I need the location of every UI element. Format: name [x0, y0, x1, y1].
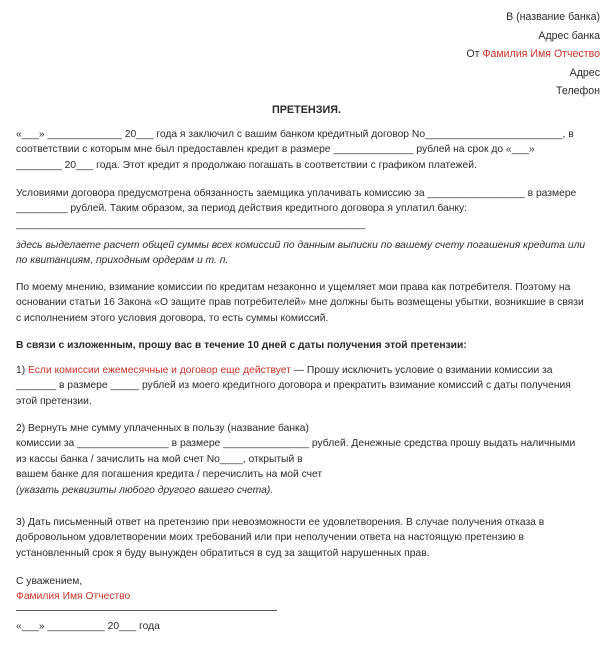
text-line: основании статьи 16 Закона «О защите прав потребителей» мне должны быть возмещены убытки, возникшие в связи: [16, 297, 584, 309]
paragraph-commission: [16, 186, 600, 232]
conditional-note: Если комиссии ежемесячные и договор еще действует: [28, 365, 291, 376]
signer-name: Фамилия Имя Отчество: [16, 591, 131, 603]
sender-address: Адрес: [569, 66, 600, 79]
paragraph-contract: [16, 127, 600, 173]
signature-block: [16, 574, 600, 634]
addressee-block: [466, 8, 600, 101]
text-line: [16, 363, 600, 378]
demand-heading: В связи с изложенным, прошу вас в течение 10 дней с даты получения этой претензии:: [16, 340, 467, 351]
text-line: комиссии за ________________ в размере _______________ рублей. Денежные средства прошу выдать наличными: [16, 438, 576, 450]
bank-name: В (название банка): [506, 11, 600, 23]
text-line: (указать реквизиты любого другого вашего счета).: [16, 484, 274, 496]
regards: С уважением,: [16, 576, 83, 587]
sender-name: Фамилия Имя Отчество: [482, 48, 600, 60]
from-label: От: [466, 48, 480, 60]
demand-item-1: [16, 363, 600, 409]
sender-line: [466, 45, 600, 64]
item-text: — Прошу исключить условие о взимании комиссии за: [293, 365, 553, 376]
text-line: Условиями договора предусмотрена обязанность заемщика уплачивать комиссию за _________________ в размере: [16, 188, 577, 199]
text-line: с исполнением этого условия договора, то есть суммы комиссий.: [16, 312, 329, 324]
demand-item-3: [16, 515, 600, 561]
text-line: _________ рублей. Таким образом, за период действия кредитного договора я уплатил банку:: [16, 203, 468, 215]
text-line: по квитанциям, приходным ордерам и т. п.: [16, 255, 229, 267]
paragraph-legal-basis: [16, 280, 600, 326]
demand-item-2: [16, 421, 600, 498]
text-line: «___» _____________ 20___ года я заключил с вашим банком кредитный договор No________________________, в: [16, 129, 574, 140]
text-line: соответствии с которым мне был предоставлен кредит в размере ______________ рублей на срок до «___»: [16, 144, 535, 156]
text-line: этой претензии.: [16, 395, 92, 407]
document-title: ПРЕТЕНЗИЯ.: [271, 104, 342, 116]
text-line: установленный срок я буду вынужден обратиться в суд за защитой нарушенных прав.: [16, 547, 430, 559]
signature-line: [16, 609, 277, 611]
text-line: вашем банке для погашения кредита / перечислить на мой счет: [16, 469, 323, 481]
item-number: 1): [16, 365, 26, 376]
text-line: _____________________________________________________________: [16, 218, 366, 230]
sender-phone: Телефон: [556, 85, 600, 97]
text-line: здесь выделаете расчет общей суммы всех комиссий по данным выписки по вашему счету погашения кредита или: [16, 240, 586, 251]
text-line: 2) Вернуть мне сумму уплаченных в пользу (название банка): [16, 423, 309, 434]
signature-date: «___» __________ 20___ года: [16, 620, 160, 632]
text-line: ________ 20___ года. Этот кредит я продолжаю погашать в соответствии с графиком платежей.: [16, 159, 477, 171]
text-line: По моему мнению, взимание комиссии по кредитам незаконно и ущемляет мои права как потребителя. Поэтому на: [16, 282, 571, 293]
text-line: добровольном удовлетворении моих требований или при неполучении ответа на настоящую претензию в: [16, 532, 525, 544]
text-line: _______ в размере _____ рублей из моего кредитного договора и прекратить взимание комиссий с даты получения: [16, 380, 571, 392]
paragraph-calculation-hint: [16, 238, 600, 269]
text-line: из кассы банка / зачислить на мой счет No____, открытый в: [16, 453, 303, 465]
text-line: 3) Дать письменный ответ на претензию при невозможности ее удовлетворения. В случае получения отказа в: [16, 517, 545, 528]
bank-address: Адрес банка: [538, 29, 600, 42]
